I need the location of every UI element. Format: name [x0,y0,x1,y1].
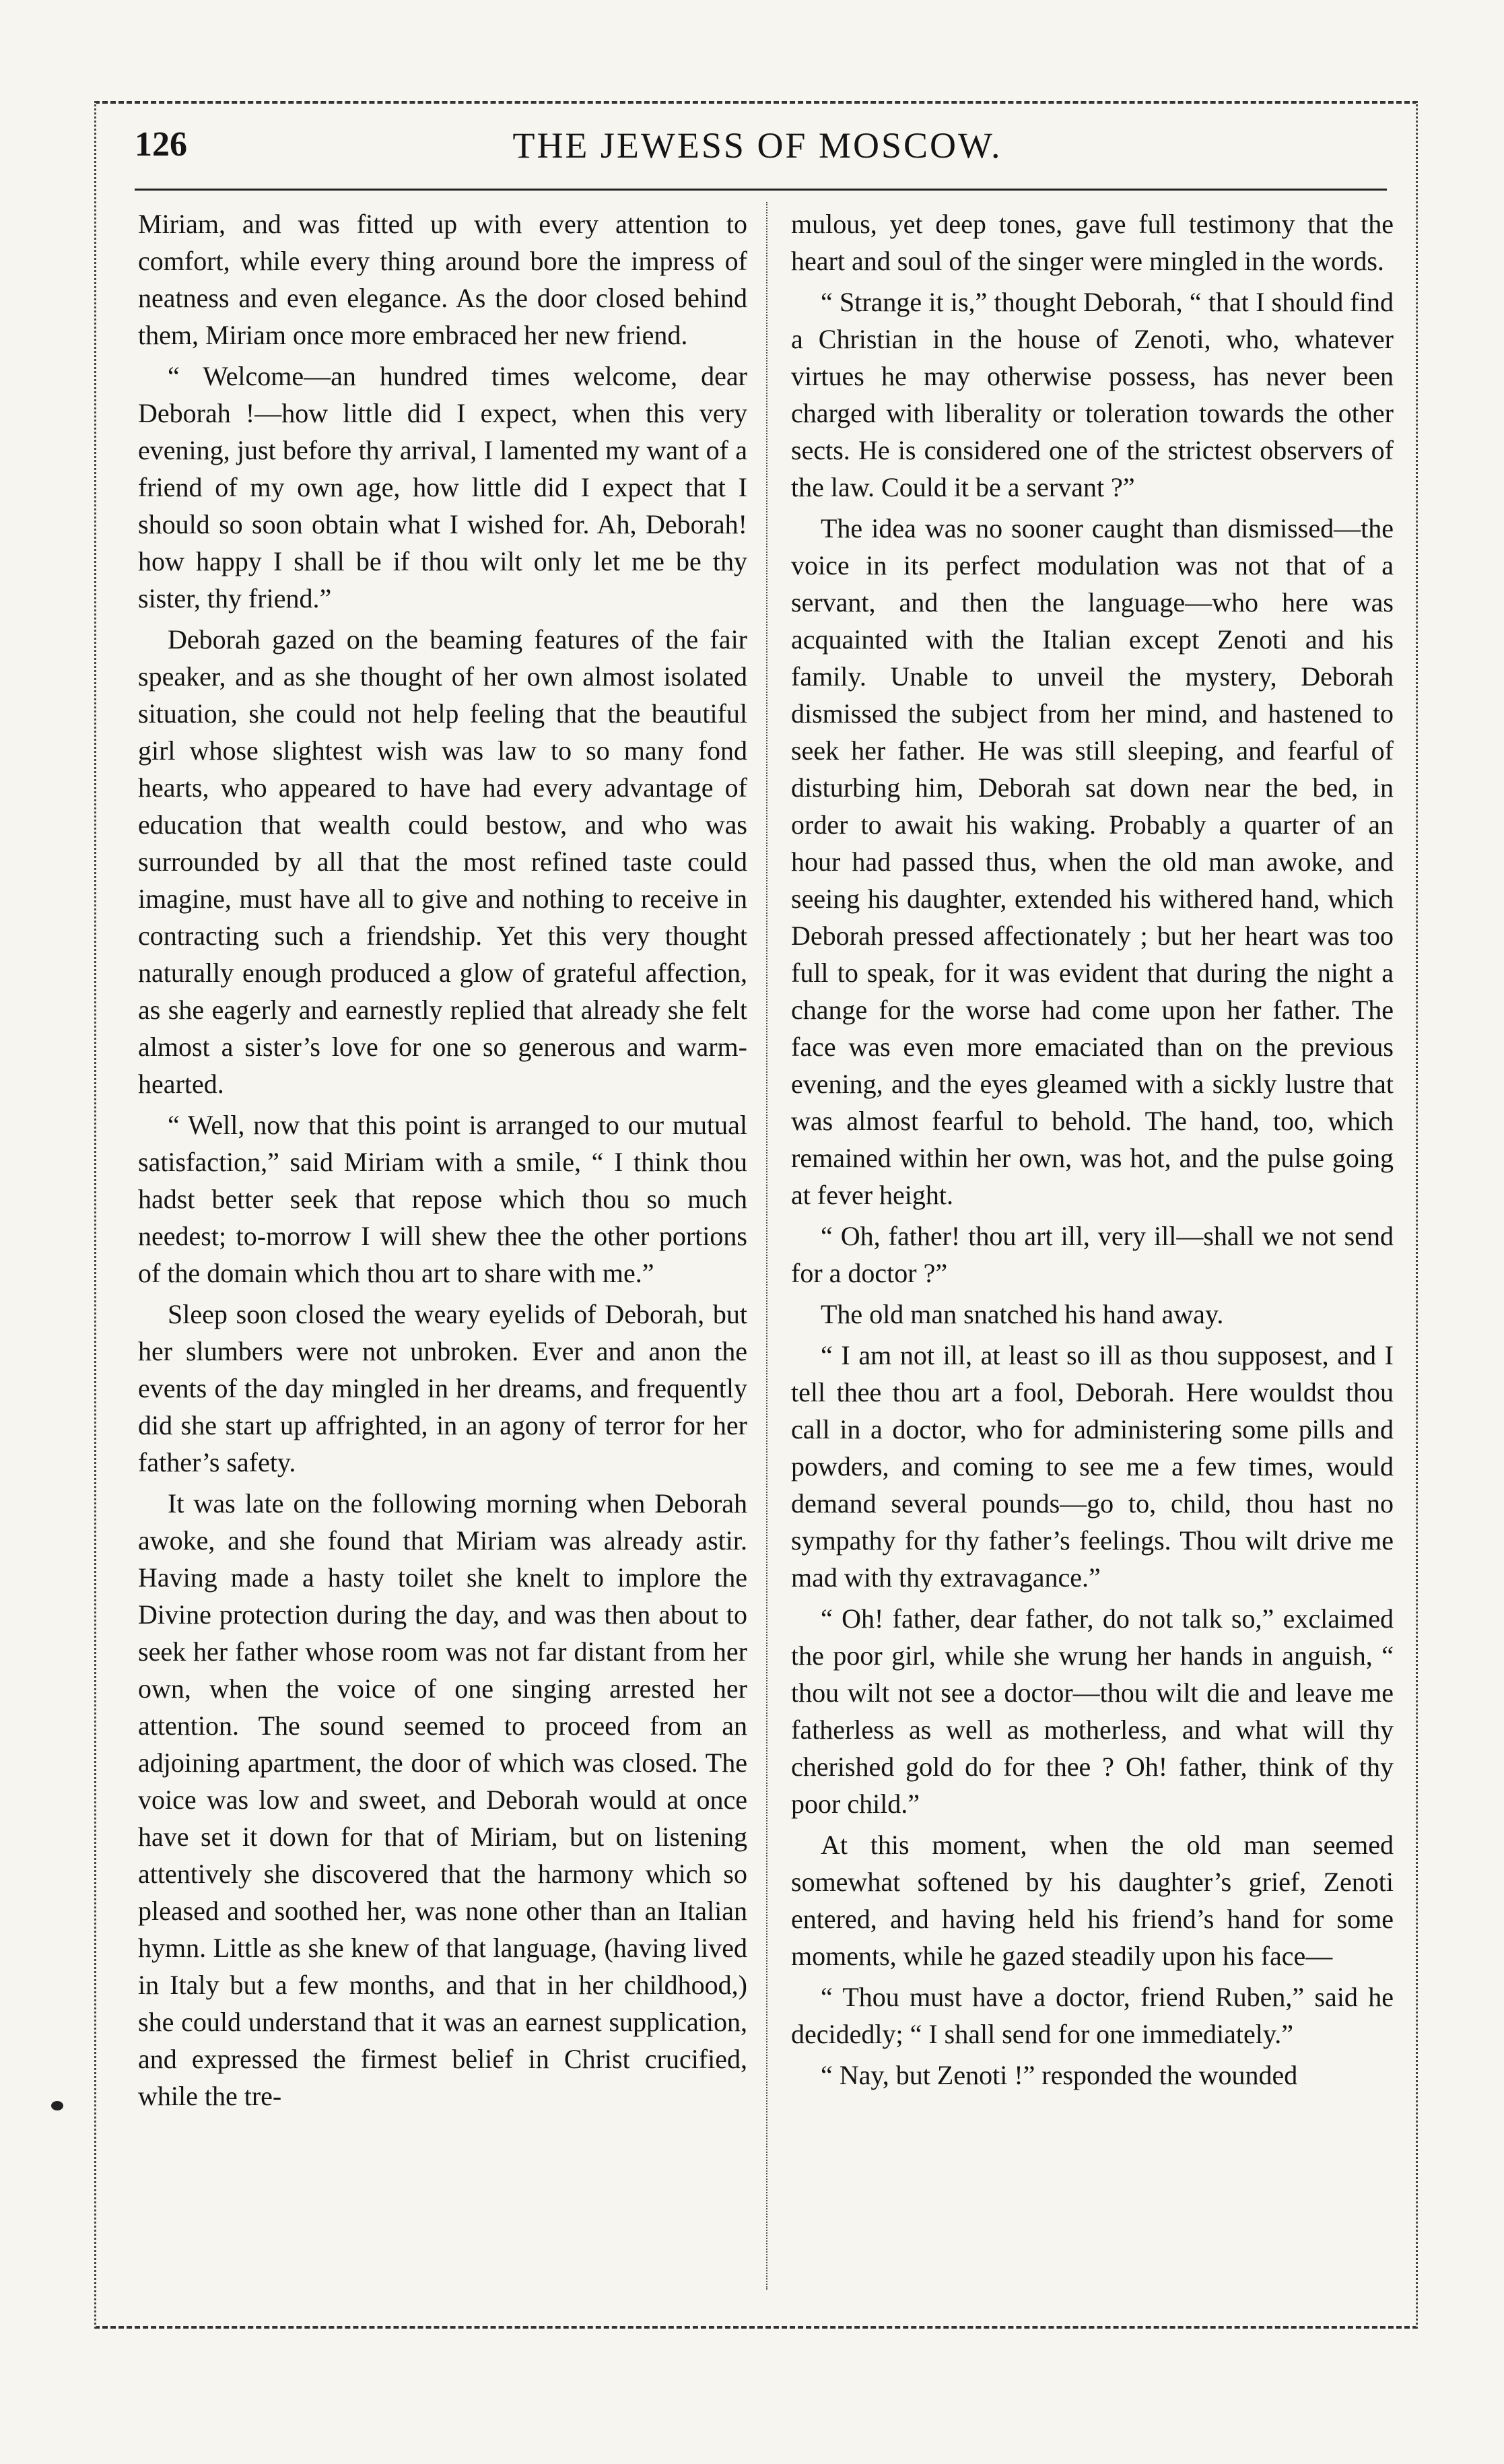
header-rule [135,189,1387,191]
paragraph: Sleep soon closed the weary eyelids of Deborah, but her slumbers were not unbroken. Ever and anon the events of the day mingled in her dreams, and frequently did she start up affrighted, in an agony of terror for her father’s safety. [138,1299,747,1477]
paragraph: Deborah gazed on the beaming features of the fair speaker, and as she thought of her own almost isolated situation, she could not help feeling that the beautiful girl whose slightest wish was law to so many fond hearts, who appeared to have had every advantage of education that wealth could bestow, and who was surrounded by all that the most refined taste could imagine, must have all to give and nothing to receive in contracting such a friendship. Yet this very thought naturally enough produced a glow of grateful affection, as she eagerly and earnestly replied that already she felt almost a sister’s love for one so generous and warm-hearted. [138,624,747,1099]
paragraph: “ Oh, father! thou art ill, very ill—shall we not send for a doctor ?” [791,1221,1394,1288]
paragraph: It was late on the following morning when Deborah awoke, and she found that Miriam was already astir. Having made a hasty toilet she knelt to implore the Divine protection during the day, and was then about to seek her father whose room was not far distant from her own, when the voice of one singing arrested her attention. The sound seemed to proceed from an adjoining apartment, the door of which was closed. The voice was low and sweet, and Deborah would at once have set it down for that of Miriam, but on listening attentively she discovered that the harmony which so pleased and soothed her, was none other than an Italian hymn. Little as she knew of that language, (having lived in Italy but a few months, and that in her childhood,) she could understand that it was an earnest supplication, and expressed the firmest belief in Christ crucified, while the tre- [138,1488,747,2111]
paragraph: The old man snatched his hand away. [821,1299,1224,1329]
paragraph: mulous, yet deep tones, gave full testimony that the heart and soul of the singer were mingled in the words. [791,209,1394,276]
page-header [128,125,1387,185]
column-divider [766,202,767,2290]
paragraph: At this moment, when the old man seemed somewhat softened by his daughter’s grief, Zenoti entered, and having held his friend’s hand for some moments, while he gazed steadily upon his face— [791,1830,1394,1971]
paragraph: “ I am not ill, at least so ill as thou supposest, and I tell thee thou art a fool, Deborah. Here wouldst thou call in a doctor, who for administering some pills and powders, and coming to see me a few times, would demand several pounds—go to, child, thou hast no sympathy for thy father’s feelings. Thou wilt drive me mad with thy extravagance.” [791,1340,1394,1593]
page-number: 126 [135,125,187,164]
ink-blot [51,2101,63,2110]
running-title: THE JEWESS OF MOSCOW. [512,125,1002,166]
paragraph: Miriam, and was fitted up with every attention to comfort, while every thing around bore the impress of neatness and even elegance. As the door closed behind them, Miriam once more embraced her new friend. [138,209,747,350]
left-column [138,205,747,2119]
paragraph: “ Nay, but Zenoti !” responded the wounded [821,2060,1298,2090]
paragraph: “ Welcome—an hundred times welcome, dear Deborah !—how little did I expect, when this very evening, just before thy arrival, I lamented my want of a friend of my own age, how little did I expect that I should so soon obtain what I wished for. Ah, Deborah! how happy I shall be if thou wilt only let me be thy sister, thy friend.” [138,361,747,613]
paragraph: “ Strange it is,” thought Deborah, “ that I should find a Christian in the house of Zenoti, who, whatever virtues he may otherwise possess, has never been charged with liberality or toleration towards the other sects. He is considered one of the strictest observers of the law. Could it be a servant ?” [791,287,1394,502]
right-column [791,205,1394,2098]
paragraph: “ Well, now that this point is arranged to our mutual satisfaction,” said Miriam with a smile, “ I think thou hadst better seek that repose which thou so much needest; to-morrow I will shew thee the other portions of the domain which thou art to share with me.” [138,1110,747,1288]
paragraph: “ Thou must have a doctor, friend Ruben,” said he decidedly; “ I shall send for one immediately.” [791,1982,1394,2049]
paragraph: “ Oh! father, dear father, do not talk so,” exclaimed the poor girl, while she wrung her hands in anguish, “ thou wilt not see a doctor—thou wilt die and leave me fatherless as well as motherless, and what will thy cherished gold do for thee ? Oh! father, think of thy poor child.” [791,1603,1394,1819]
paragraph: The idea was no sooner caught than dismissed—the voice in its perfect modulation was not that of a servant, and then the language—who here was acquainted with the Italian except Zenoti and his family. Unable to unveil the mystery, Deborah dismissed the subject from her mind, and hastened to seek her father. He was still sleeping, and fearful of disturbing him, Deborah sat down near the bed, in order to await his waking. Probably a quarter of an hour had passed thus, when the old man awoke, and seeing his daughter, extended his withered hand, which Deborah pressed affectionately ; but her heart was too full to speak, for it was evident that during the night a change for the worse had come upon her father. The face was even more emaciated than on the previous evening, and the eyes gleamed with a sickly lustre that was almost fearful to behold. The hand, too, which remained within her own, was hot, and the pulse going at fever height. [791,513,1394,1210]
